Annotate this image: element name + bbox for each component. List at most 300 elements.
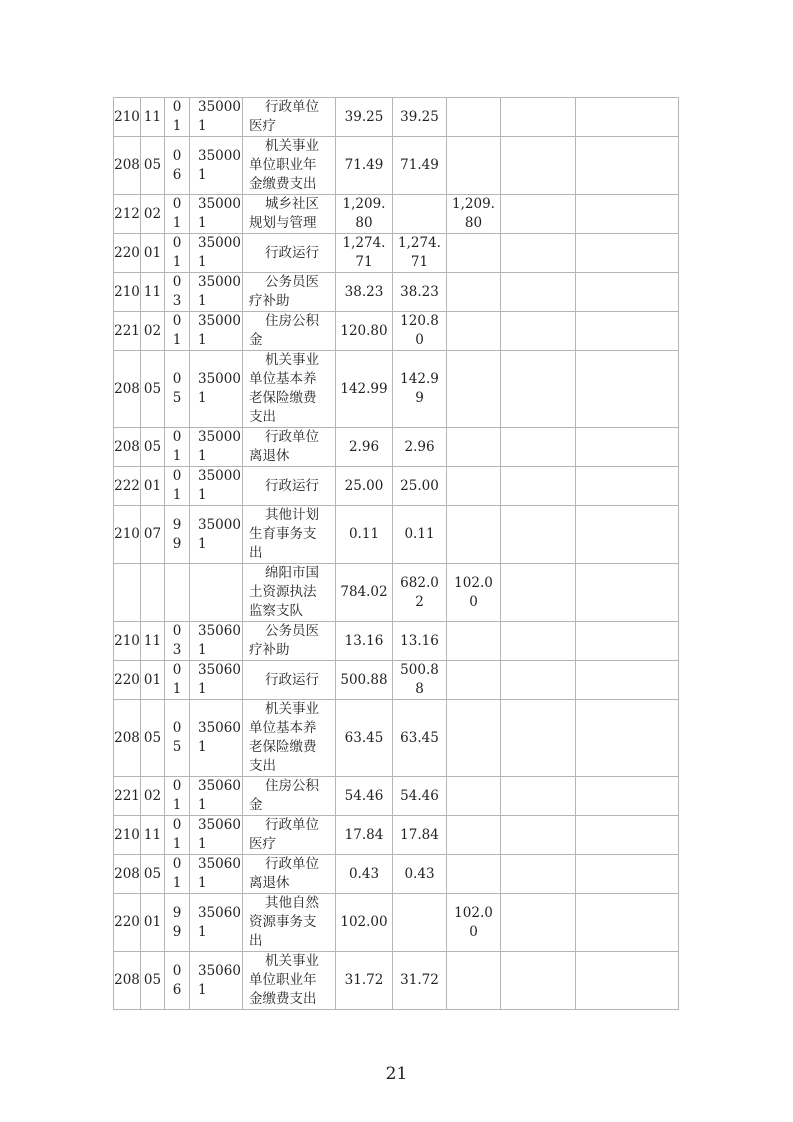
section-code-cell bbox=[141, 428, 165, 467]
item-code-cell bbox=[165, 564, 190, 622]
extra-cell-2 bbox=[576, 351, 679, 428]
class-code-text: 221 bbox=[114, 787, 140, 804]
extra-cell-2 bbox=[576, 622, 679, 661]
basic-expense-cell bbox=[393, 564, 447, 622]
extra-cell-1 bbox=[501, 234, 576, 273]
table-row bbox=[114, 234, 679, 273]
extra-cell-1 bbox=[501, 700, 576, 777]
table-row bbox=[114, 661, 679, 700]
extra-cell-2 bbox=[576, 506, 679, 564]
unit-code-cell bbox=[190, 855, 243, 894]
section-code-cell bbox=[141, 273, 165, 312]
item-code-cell bbox=[165, 351, 190, 428]
project-expense-text: 102.00 bbox=[454, 574, 493, 610]
project-expense-cell bbox=[447, 564, 501, 622]
unit-code-cell bbox=[190, 816, 243, 855]
class-code-text: 208 bbox=[114, 438, 140, 455]
item-code-cell bbox=[165, 855, 190, 894]
class-code-cell bbox=[114, 952, 141, 1010]
unit-code-cell bbox=[190, 98, 243, 137]
total-cell bbox=[336, 273, 393, 312]
extra-cell-1 bbox=[501, 777, 576, 816]
total-cell bbox=[336, 855, 393, 894]
unit-code-text: 350001 bbox=[198, 147, 241, 183]
unit-code-text: 350001 bbox=[198, 274, 241, 309]
unit-code-text: 350001 bbox=[198, 429, 241, 464]
extra-cell-1 bbox=[501, 137, 576, 195]
section-code-text: 11 bbox=[143, 283, 162, 300]
table-row bbox=[114, 894, 679, 952]
table-row bbox=[114, 564, 679, 622]
unit-code-cell bbox=[190, 894, 243, 952]
table-row bbox=[114, 506, 679, 564]
section-code-text: 05 bbox=[143, 380, 162, 397]
item-code-cell bbox=[165, 661, 190, 700]
extra-cell-2 bbox=[576, 777, 679, 816]
total-cell bbox=[336, 952, 393, 1010]
basic-expense-text: 54.46 bbox=[400, 787, 439, 804]
section-code-cell bbox=[141, 234, 165, 273]
unit-code-cell bbox=[190, 312, 243, 351]
budget-table bbox=[113, 97, 679, 1010]
item-code-cell bbox=[165, 234, 190, 273]
basic-expense-cell bbox=[393, 234, 447, 273]
class-code-text: 220 bbox=[114, 244, 140, 261]
section-code-cell bbox=[141, 952, 165, 1010]
class-code-cell bbox=[114, 351, 141, 428]
section-code-text: 11 bbox=[143, 108, 162, 125]
project-expense-cell bbox=[447, 952, 501, 1010]
basic-expense-cell bbox=[393, 661, 447, 700]
item-code-cell bbox=[165, 506, 190, 564]
total-text: 120.80 bbox=[340, 322, 388, 339]
section-code-text: 01 bbox=[143, 244, 162, 261]
item-code-cell bbox=[165, 894, 190, 952]
item-name-cell bbox=[243, 816, 336, 855]
extra-cell-2 bbox=[576, 428, 679, 467]
item-code-text: 01 bbox=[172, 778, 182, 813]
basic-expense-cell bbox=[393, 467, 447, 506]
item-name-cell bbox=[243, 894, 336, 952]
total-cell bbox=[336, 312, 393, 351]
extra-cell-1 bbox=[501, 564, 576, 622]
item-code-text: 99 bbox=[172, 904, 182, 940]
total-text: 0.43 bbox=[348, 865, 380, 882]
class-code-cell bbox=[114, 777, 141, 816]
extra-cell-2 bbox=[576, 467, 679, 506]
unit-code-text: 350601 bbox=[198, 623, 241, 658]
section-code-cell bbox=[141, 622, 165, 661]
project-expense-cell bbox=[447, 661, 501, 700]
section-code-text: 05 bbox=[143, 438, 162, 455]
item-code-cell bbox=[165, 952, 190, 1010]
section-code-text: 11 bbox=[143, 632, 162, 649]
project-expense-cell bbox=[447, 234, 501, 273]
project-expense-cell bbox=[447, 273, 501, 312]
unit-code-cell bbox=[190, 428, 243, 467]
section-code-text: 11 bbox=[143, 826, 162, 843]
item-name-text: 城乡社区规划与管理 bbox=[249, 196, 319, 231]
unit-code-cell bbox=[190, 622, 243, 661]
section-code-cell bbox=[141, 312, 165, 351]
unit-code-text: 350001 bbox=[198, 313, 241, 348]
section-code-cell bbox=[141, 98, 165, 137]
item-code-cell bbox=[165, 98, 190, 137]
basic-expense-cell bbox=[393, 622, 447, 661]
unit-code-text: 350601 bbox=[198, 817, 241, 852]
item-name-text: 行政运行 bbox=[265, 477, 319, 494]
extra-cell-2 bbox=[576, 952, 679, 1010]
project-expense-cell bbox=[447, 894, 501, 952]
unit-code-cell bbox=[190, 700, 243, 777]
unit-code-cell bbox=[190, 351, 243, 428]
unit-code-text: 350001 bbox=[198, 235, 241, 270]
unit-code-cell bbox=[190, 195, 243, 234]
extra-cell-1 bbox=[501, 351, 576, 428]
unit-code-cell bbox=[190, 506, 243, 564]
extra-cell-2 bbox=[576, 700, 679, 777]
basic-expense-text: 17.84 bbox=[400, 826, 439, 843]
class-code-text: 210 bbox=[114, 283, 140, 300]
item-name-text: 行政单位离退休 bbox=[249, 429, 319, 464]
unit-code-text: 350001 bbox=[198, 196, 241, 231]
project-expense-text: 102.00 bbox=[454, 904, 493, 940]
total-text: 39.25 bbox=[344, 108, 384, 125]
class-code-text: 210 bbox=[114, 826, 140, 843]
class-code-cell bbox=[114, 622, 141, 661]
basic-expense-text: 25.00 bbox=[400, 477, 439, 494]
section-code-cell bbox=[141, 855, 165, 894]
basic-expense-cell bbox=[393, 98, 447, 137]
class-code-cell bbox=[114, 467, 141, 506]
total-cell bbox=[336, 816, 393, 855]
extra-cell-1 bbox=[501, 506, 576, 564]
table-row bbox=[114, 428, 679, 467]
section-code-text: 02 bbox=[143, 322, 162, 339]
item-name-text: 住房公积金 bbox=[249, 313, 319, 348]
table-row bbox=[114, 700, 679, 777]
table-row bbox=[114, 952, 679, 1010]
item-code-cell bbox=[165, 816, 190, 855]
section-code-text: 05 bbox=[143, 972, 162, 988]
extra-cell-2 bbox=[576, 661, 679, 700]
item-code-text: 01 bbox=[172, 235, 182, 270]
class-code-cell bbox=[114, 506, 141, 564]
item-name-cell bbox=[243, 273, 336, 312]
basic-expense-text: 142.99 bbox=[400, 371, 439, 406]
total-text: 38.23 bbox=[344, 283, 384, 300]
item-name-cell bbox=[243, 952, 336, 1010]
unit-code-text: 350601 bbox=[198, 904, 241, 940]
item-name-text: 其他自然资源事务支出 bbox=[249, 895, 319, 949]
item-name-cell bbox=[243, 137, 336, 195]
item-name-text: 行政运行 bbox=[265, 244, 319, 261]
extra-cell-2 bbox=[576, 564, 679, 622]
section-code-text: 07 bbox=[143, 526, 162, 542]
basic-expense-text: 31.72 bbox=[400, 972, 439, 988]
item-code-cell bbox=[165, 700, 190, 777]
total-cell bbox=[336, 506, 393, 564]
class-code-text: 208 bbox=[114, 972, 140, 988]
page-number: 21 bbox=[385, 1064, 408, 1084]
section-code-text: 02 bbox=[143, 787, 162, 804]
item-name-text: 机关事业单位基本养老保险缴费支出 bbox=[249, 701, 319, 774]
unit-code-cell bbox=[190, 952, 243, 1010]
total-text: 784.02 bbox=[340, 584, 388, 600]
item-name-text: 机关事业单位职业年金缴费支出 bbox=[249, 953, 319, 1007]
project-expense-cell bbox=[447, 312, 501, 351]
item-code-text: 06 bbox=[172, 962, 182, 998]
project-expense-cell bbox=[447, 622, 501, 661]
total-text: 2.96 bbox=[348, 438, 380, 455]
class-code-text: 208 bbox=[114, 729, 140, 746]
extra-cell-2 bbox=[576, 855, 679, 894]
item-code-text: 01 bbox=[172, 856, 182, 891]
extra-cell-1 bbox=[501, 661, 576, 700]
unit-code-text: 350001 bbox=[198, 371, 241, 406]
basic-expense-text: 120.80 bbox=[400, 313, 439, 348]
class-code-cell bbox=[114, 234, 141, 273]
extra-cell-2 bbox=[576, 98, 679, 137]
extra-cell-1 bbox=[501, 98, 576, 137]
section-code-cell bbox=[141, 351, 165, 428]
item-name-cell bbox=[243, 777, 336, 816]
extra-cell-2 bbox=[576, 816, 679, 855]
total-cell bbox=[336, 234, 393, 273]
item-name-text: 行政单位医疗 bbox=[249, 817, 319, 852]
basic-expense-cell bbox=[393, 312, 447, 351]
section-code-cell bbox=[141, 564, 165, 622]
total-text: 17.84 bbox=[344, 826, 384, 843]
item-name-text: 公务员医疗补助 bbox=[249, 274, 319, 309]
basic-expense-cell bbox=[393, 137, 447, 195]
section-code-text: 05 bbox=[143, 729, 162, 746]
section-code-cell bbox=[141, 467, 165, 506]
item-code-cell bbox=[165, 467, 190, 506]
total-text: 13.16 bbox=[344, 632, 384, 649]
unit-code-text: 350601 bbox=[198, 720, 241, 755]
total-text: 71.49 bbox=[344, 157, 384, 173]
total-text: 142.99 bbox=[340, 380, 388, 397]
table-row bbox=[114, 855, 679, 894]
class-code-cell bbox=[114, 855, 141, 894]
total-cell bbox=[336, 894, 393, 952]
unit-code-text: 350001 bbox=[198, 516, 241, 552]
basic-expense-cell bbox=[393, 506, 447, 564]
project-expense-cell bbox=[447, 428, 501, 467]
item-name-cell bbox=[243, 622, 336, 661]
basic-expense-text: 71.49 bbox=[400, 157, 439, 173]
basic-expense-text: 63.45 bbox=[400, 729, 439, 746]
total-text: 500.88 bbox=[340, 671, 388, 688]
item-code-text: 01 bbox=[172, 313, 182, 348]
class-code-text: 221 bbox=[114, 322, 140, 339]
table-row bbox=[114, 622, 679, 661]
section-code-text: 01 bbox=[143, 914, 162, 930]
section-code-text: 05 bbox=[143, 157, 162, 173]
extra-cell-2 bbox=[576, 312, 679, 351]
section-code-text: 05 bbox=[143, 865, 162, 882]
total-cell bbox=[336, 98, 393, 137]
extra-cell-2 bbox=[576, 195, 679, 234]
unit-code-cell bbox=[190, 273, 243, 312]
class-code-text: 210 bbox=[114, 526, 140, 542]
item-name-text: 机关事业单位基本养老保险缴费支出 bbox=[249, 352, 319, 425]
unit-code-text: 350001 bbox=[198, 468, 241, 503]
table-row bbox=[114, 816, 679, 855]
extra-cell-1 bbox=[501, 816, 576, 855]
project-expense-cell bbox=[447, 506, 501, 564]
total-text: 1,274.71 bbox=[342, 235, 386, 270]
class-code-cell bbox=[114, 700, 141, 777]
total-cell bbox=[336, 777, 393, 816]
table-row bbox=[114, 98, 679, 137]
unit-code-cell bbox=[190, 564, 243, 622]
extra-cell-1 bbox=[501, 952, 576, 1010]
item-name-cell bbox=[243, 195, 336, 234]
section-code-cell bbox=[141, 894, 165, 952]
basic-expense-cell bbox=[393, 777, 447, 816]
basic-expense-text: 1,274.71 bbox=[398, 235, 441, 270]
extra-cell-1 bbox=[501, 273, 576, 312]
total-cell bbox=[336, 622, 393, 661]
total-cell bbox=[336, 351, 393, 428]
item-code-text: 06 bbox=[172, 147, 182, 183]
project-expense-text: 1,209.80 bbox=[452, 196, 495, 231]
item-code-text: 01 bbox=[172, 817, 182, 852]
item-code-text: 05 bbox=[172, 371, 182, 406]
class-code-cell bbox=[114, 195, 141, 234]
section-code-cell bbox=[141, 777, 165, 816]
class-code-text: 210 bbox=[114, 108, 140, 125]
class-code-text: 208 bbox=[114, 865, 140, 882]
class-code-cell bbox=[114, 894, 141, 952]
class-code-cell bbox=[114, 273, 141, 312]
basic-expense-text: 39.25 bbox=[400, 108, 439, 125]
total-cell bbox=[336, 661, 393, 700]
project-expense-cell bbox=[447, 195, 501, 234]
basic-expense-cell bbox=[393, 700, 447, 777]
item-code-text: 03 bbox=[172, 623, 182, 658]
project-expense-cell bbox=[447, 98, 501, 137]
class-code-cell bbox=[114, 137, 141, 195]
section-code-cell bbox=[141, 506, 165, 564]
item-code-cell bbox=[165, 428, 190, 467]
class-code-text: 208 bbox=[114, 380, 140, 397]
item-name-text: 公务员医疗补助 bbox=[249, 623, 319, 658]
class-code-cell bbox=[114, 312, 141, 351]
table-row bbox=[114, 777, 679, 816]
total-text: 63.45 bbox=[344, 729, 384, 746]
unit-code-text: 350601 bbox=[198, 778, 241, 813]
item-code-cell bbox=[165, 777, 190, 816]
basic-expense-text: 682.02 bbox=[400, 574, 439, 610]
item-code-text: 01 bbox=[172, 662, 182, 697]
table-row bbox=[114, 312, 679, 351]
section-code-text: 01 bbox=[143, 671, 162, 688]
section-code-cell bbox=[141, 816, 165, 855]
section-code-cell bbox=[141, 661, 165, 700]
item-name-text: 行政单位医疗 bbox=[249, 99, 319, 134]
extra-cell-2 bbox=[576, 234, 679, 273]
basic-expense-text: 13.16 bbox=[400, 632, 439, 649]
item-name-text: 住房公积金 bbox=[249, 778, 319, 813]
project-expense-cell bbox=[447, 137, 501, 195]
section-code-cell bbox=[141, 700, 165, 777]
item-name-cell bbox=[243, 700, 336, 777]
unit-code-cell bbox=[190, 467, 243, 506]
item-code-cell bbox=[165, 273, 190, 312]
basic-expense-text: 0.11 bbox=[404, 526, 435, 542]
total-cell bbox=[336, 564, 393, 622]
item-name-text: 其他计划生育事务支出 bbox=[249, 507, 319, 561]
project-expense-cell bbox=[447, 816, 501, 855]
total-text: 1,209.80 bbox=[342, 196, 386, 231]
basic-expense-cell bbox=[393, 855, 447, 894]
item-code-cell bbox=[165, 622, 190, 661]
unit-code-text: 350601 bbox=[198, 962, 241, 998]
item-name-cell bbox=[243, 312, 336, 351]
section-code-cell bbox=[141, 195, 165, 234]
class-code-text: 208 bbox=[114, 157, 140, 173]
class-code-cell bbox=[114, 816, 141, 855]
project-expense-cell bbox=[447, 467, 501, 506]
class-code-cell bbox=[114, 428, 141, 467]
item-name-cell bbox=[243, 234, 336, 273]
total-text: 25.00 bbox=[344, 477, 384, 494]
item-name-text: 行政单位离退休 bbox=[249, 856, 319, 891]
extra-cell-1 bbox=[501, 428, 576, 467]
extra-cell-1 bbox=[501, 855, 576, 894]
extra-cell-1 bbox=[501, 894, 576, 952]
table-row bbox=[114, 137, 679, 195]
section-code-text: 01 bbox=[143, 477, 162, 494]
unit-code-cell bbox=[190, 777, 243, 816]
basic-expense-cell bbox=[393, 894, 447, 952]
item-name-cell bbox=[243, 506, 336, 564]
project-expense-cell bbox=[447, 777, 501, 816]
item-name-text: 行政运行 bbox=[265, 671, 319, 688]
extra-cell-1 bbox=[501, 622, 576, 661]
unit-code-text: 350601 bbox=[198, 662, 241, 697]
item-name-cell bbox=[243, 351, 336, 428]
item-name-cell bbox=[243, 467, 336, 506]
extra-cell-2 bbox=[576, 137, 679, 195]
section-code-text: 02 bbox=[143, 205, 162, 222]
extra-cell-2 bbox=[576, 273, 679, 312]
basic-expense-text: 2.96 bbox=[404, 438, 435, 455]
class-code-text: 210 bbox=[114, 632, 140, 649]
unit-code-cell bbox=[190, 137, 243, 195]
item-code-text: 05 bbox=[172, 720, 182, 755]
item-code-text: 01 bbox=[172, 429, 182, 464]
total-text: 102.00 bbox=[340, 914, 388, 930]
table-row bbox=[114, 351, 679, 428]
basic-expense-text: 38.23 bbox=[400, 283, 439, 300]
total-cell bbox=[336, 137, 393, 195]
class-code-text: 220 bbox=[114, 671, 140, 688]
class-code-text: 212 bbox=[114, 205, 140, 222]
project-expense-cell bbox=[447, 700, 501, 777]
basic-expense-cell bbox=[393, 428, 447, 467]
basic-expense-text: 500.88 bbox=[400, 662, 439, 697]
item-code-text: 01 bbox=[172, 468, 182, 503]
project-expense-cell bbox=[447, 855, 501, 894]
item-code-text: 03 bbox=[172, 274, 182, 309]
basic-expense-cell bbox=[393, 816, 447, 855]
class-code-text: 220 bbox=[114, 914, 140, 930]
item-code-cell bbox=[165, 312, 190, 351]
